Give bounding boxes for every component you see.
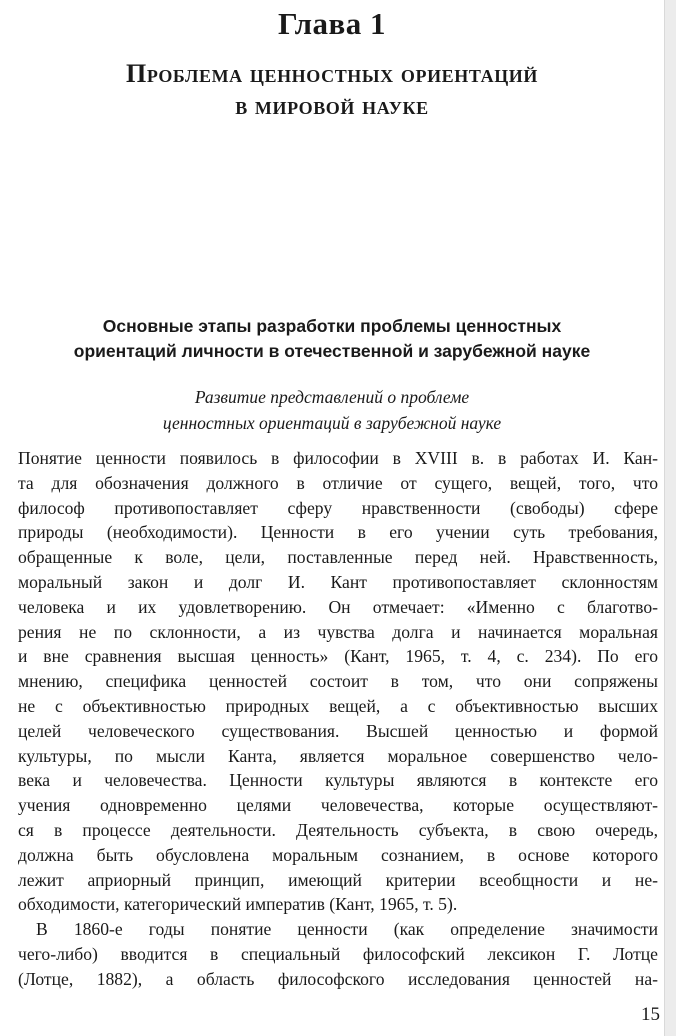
text-line: ся в процессе деятельности. Деятельность субъекта, в свою очередь, (18, 819, 658, 840)
text-line: не с объективностью природных вещей, а с объективностью высших (18, 695, 658, 716)
text-line: должна быть обусловлена моральным сознанием, в основе которого (18, 844, 658, 865)
subsection-title-line: Развитие представлений о проблеме (194, 387, 470, 407)
chapter-title (0, 58, 664, 122)
chapter-title-line: в мировой науке (235, 91, 429, 120)
text-line: культуры, по мысли Канта, является моральное совершенство чело- (18, 745, 658, 766)
text-line: (Лотце, 1882), а область философского исследования ценностей на- (18, 968, 658, 989)
paragraph (18, 917, 658, 991)
text-line: человека и их удовлетворению. Он отмечает: «Именно с благотво- (18, 596, 658, 617)
text-line: Понятие ценности появилось в философии в XVIII в. в работах И. Кан- (18, 448, 658, 468)
text-line: философ противопоставляет сферу нравственности (свободы) сфере (18, 497, 658, 518)
chapter-label: Глава 1 (277, 6, 387, 41)
text-line: века и человечества. Ценности культуры являются в контексте его (18, 770, 658, 791)
text-line: обращенные к воле, цели, поставленные перед ней. Нравственность, (18, 547, 658, 568)
page-edge-shadow (664, 0, 676, 1036)
chapter-title-line: Проблема ценностных ориентаций (126, 59, 538, 88)
subsection-title-line: ценностных ориентаций в зарубежной науке (162, 413, 502, 433)
text-line: обходимости, категорический императив (Кант, 1965, т. 5). (18, 894, 458, 915)
text-line: моральный закон и долг И. Кант противопоставляет склонностям (18, 571, 658, 592)
text-line: В 1860-е годы понятие ценности (как определение значимости (36, 919, 658, 940)
subsection-title (0, 384, 664, 436)
text-line: чего-либо) вводится в специальный философский лексикон Г. Лотце (18, 943, 658, 964)
page-number: 15 (641, 1004, 660, 1025)
text-line: целей человеческого существования. Высшей ценностью и формой (18, 720, 658, 741)
text-line: и вне сравнения высшая ценность» (Кант, 1965, т. 4, с. 234). По его (18, 646, 658, 667)
paragraph (18, 446, 658, 917)
section-title (0, 314, 664, 364)
section-title-line: Основные этапы разработки проблемы ценностных (102, 316, 562, 336)
text-line: лежит априорный принцип, имеющий критерии всеобщности и не- (18, 869, 658, 890)
body-text (18, 446, 658, 992)
section-title-line: ориентаций личности в отечественной и зарубежной науке (73, 341, 591, 361)
text-line: мнению, специфика ценностей состоит в том, что они сопряжены (18, 671, 658, 692)
text-line: природы (необходимости). Ценности в его учении суть требования, (18, 522, 658, 543)
text-line: рения не по склонности, а из чувства долга и начинается моральная (18, 621, 658, 642)
text-line: та для обозначения должного в отличие от сущего, вещей, того, что (18, 472, 658, 493)
text-line: учения одновременно целями человечества, которые осуществляют- (18, 795, 658, 816)
